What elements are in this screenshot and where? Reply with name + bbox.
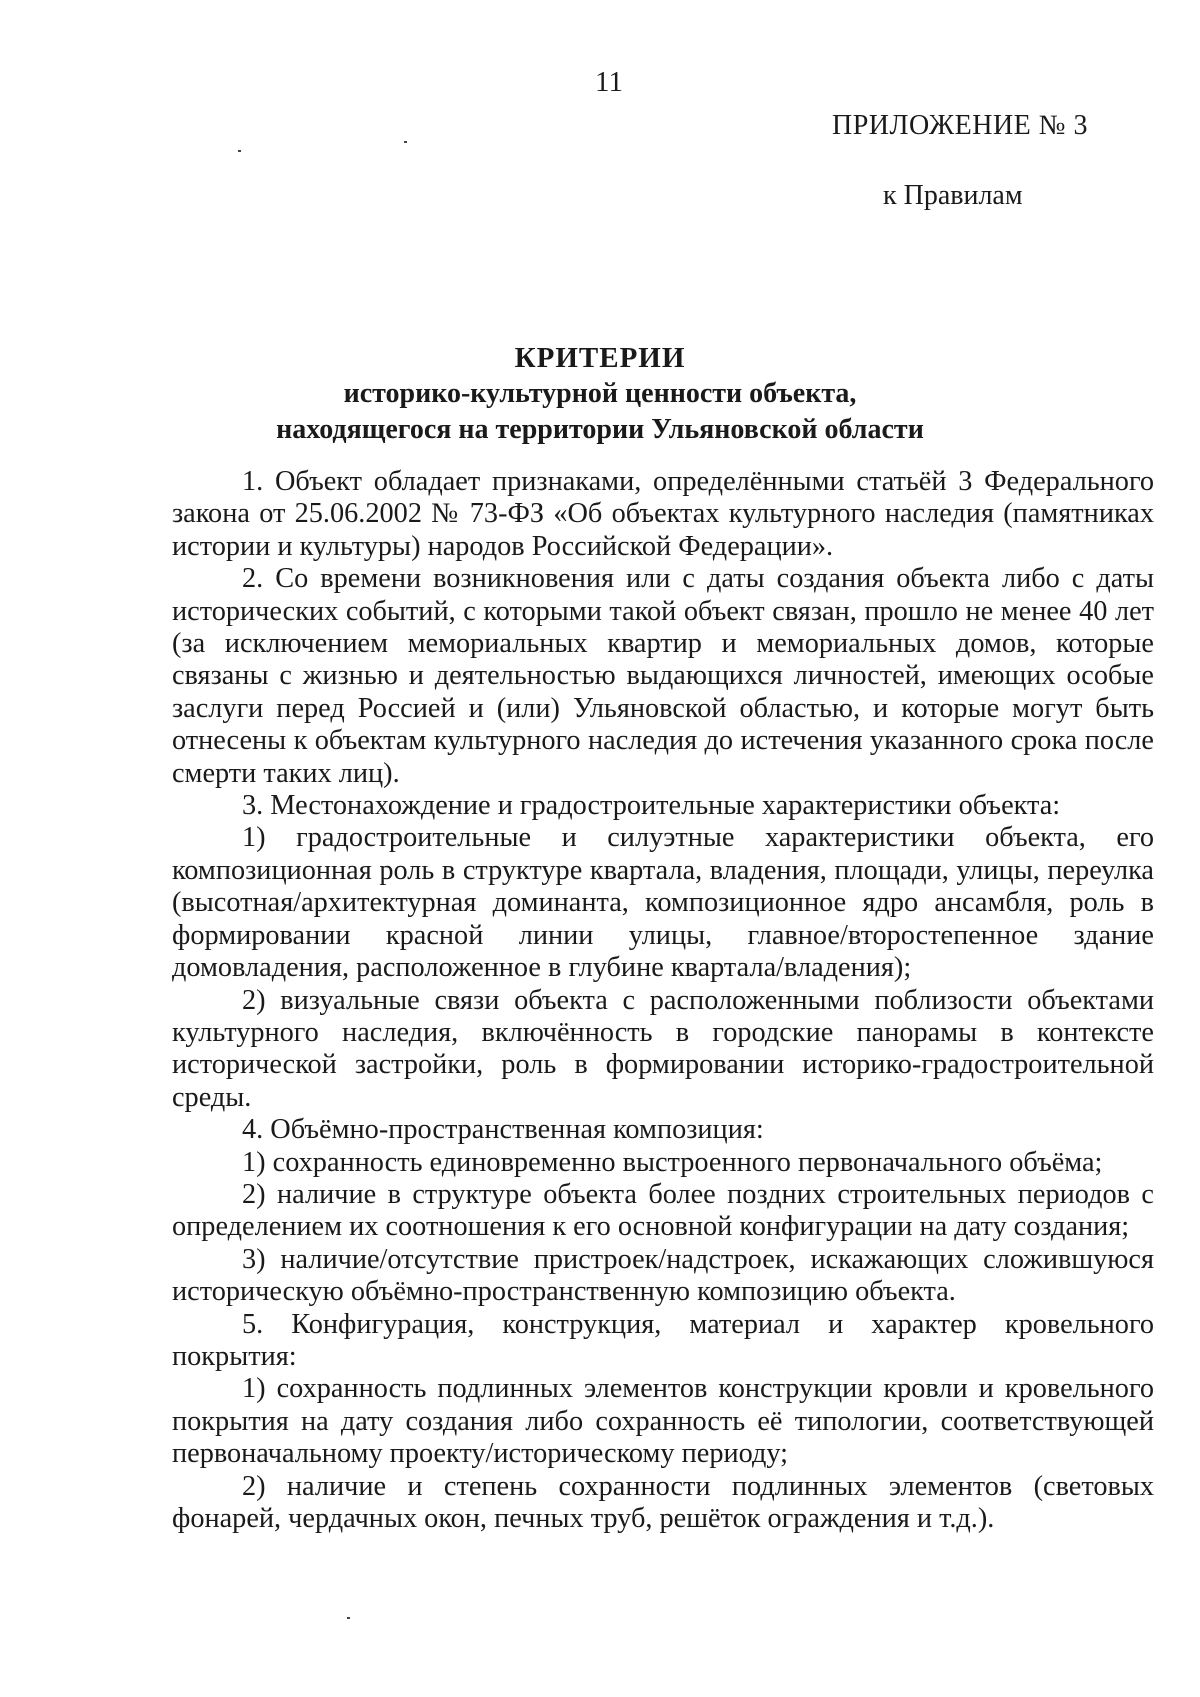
document-body <box>172 466 1154 1535</box>
paragraph: 5. Конфигурация, конструкция, материал и характер кровельного покрытия: <box>172 1308 1154 1372</box>
paragraph: 2) наличие и степень сохранности подлинных элементов (световых фонарей, чердачных окон, печных труб, решёток ограждения и т.д.). <box>172 1470 1154 1534</box>
appendix-reference: к Правилам <box>883 180 1023 211</box>
paragraph: 1) сохранность единовременно выстроенного первоначального объёма; <box>242 1146 1103 1178</box>
scan-speck <box>347 1617 350 1619</box>
paragraph: 1) градостроительные и силуэтные характеристики объекта, его композиционная роль в структуре квартала, владения, площади, улицы, переулка (высотная/архитектурная доминанта, композиционное ядро ансамбля, роль в формировании красной линии улицы, главное/второстепенное здание домовладения, расположенное в глубине квартала/владения); <box>172 822 1154 984</box>
paragraph: 2. Со времени возникновения или с даты создания объекта либо с даты исторических событий, с которыми такой объект связан, прошло не менее 40 лет (за исключением мемориальных квартир и мемориальных домов, которые связаны с жизнью и деятельностью выдающихся личностей, имеющих особые заслуги перед Россией и (или) Ульяновской областью, и которые могут быть отнесены к объектам культурного наследия до истечения указанного срока после смерти таких лиц). <box>172 563 1154 789</box>
paragraph: 3. Местонахождение и градостроительные характеристики объекта: <box>242 790 1061 822</box>
paragraph: 4. Объёмно-пространственная композиция: <box>242 1114 764 1146</box>
paragraph: 1. Объект обладает признаками, определёнными статьёй 3 Федерального закона от 25.06.2002 № 73-ФЗ «Об объектах культурного наследия (памятниках истории и культуры) народов Российской Федерации». <box>172 466 1154 562</box>
appendix-heading: ПРИЛОЖЕНИЕ № 3 <box>832 110 1088 141</box>
paragraph: 2) наличие в структуре объекта более поздних строительных периодов с определением их соотношения к его основной конфигурации на дату создания; <box>172 1178 1154 1243</box>
paragraph: 2) визуальные связи объекта с расположенными поблизости объектами культурного наследия, включённость в городские панорамы в контексте исторической застройки, роль в формировании историко-градостроительной среды. <box>172 984 1154 1113</box>
scan-speck <box>404 141 407 143</box>
paragraph: 3) наличие/отсутствие пристроек/надстроек, искажающих сложившуюся историческую объёмно-пространственную композицию объекта. <box>172 1243 1154 1308</box>
paragraph: 1) сохранность подлинных элементов конструкции кровли и кровельного покрытия на дату создания либо сохранность её типологии, соответствующей первоначальному проекту/историческому периоду; <box>172 1373 1154 1470</box>
page-number: 11 <box>595 66 623 98</box>
scan-speck <box>238 150 241 152</box>
document-subtitle-line-1: историко-культурной ценности объекта, <box>343 378 857 409</box>
document-subtitle-line-2: находящегося на территории Ульяновской области <box>276 414 924 445</box>
document-title-block <box>0 340 1200 448</box>
document-title: КРИТЕРИИ <box>514 342 686 374</box>
